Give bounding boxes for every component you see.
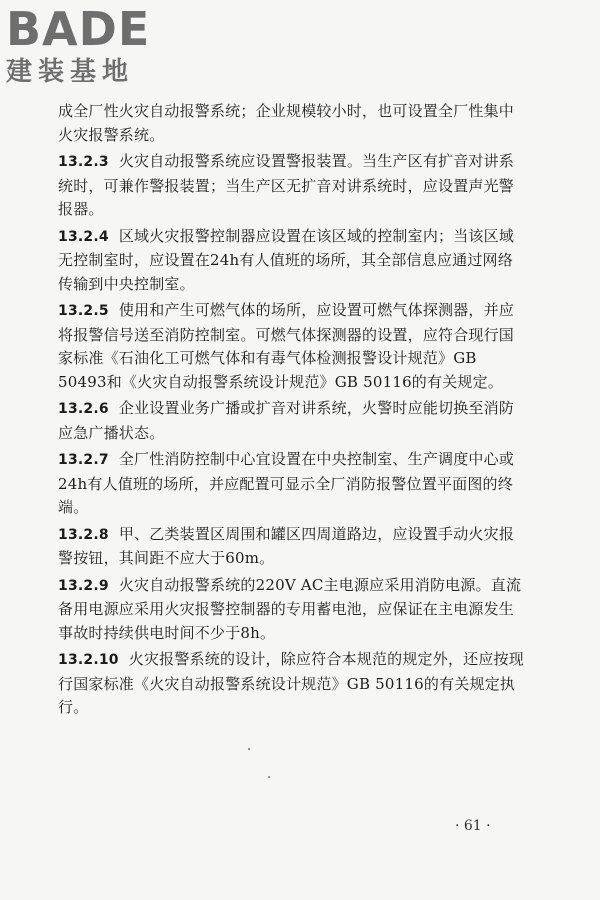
clause-text: 甲、乙类装置区周围和罐区四周道路边，应设置手动火灾报警按钮，其间距不应大于60m。 <box>58 524 515 567</box>
clause-13-2-6 <box>58 397 528 445</box>
clause-text: 企业设置业务广播或扩音对讲系统，火警时应能切换至消防应急广播状态。 <box>58 399 515 442</box>
clause-number: 13.2.10 <box>58 652 119 668</box>
clause-13-2-4 <box>58 225 528 297</box>
clause-number: 13.2.8 <box>58 526 109 543</box>
clause-number: 13.2.6 <box>58 401 109 417</box>
clause-text: 区域火灾报警控制器应设置在该区域的控制室内；当该区域无控制室时，应设置在24h有人值班的场所，其全部信息应通过网络传输到中央控制室。 <box>58 226 515 293</box>
clause-number: 13.2.5 <box>58 303 109 319</box>
intro-paragraph: 成全厂性火灾自动报警系统；企业规模较小时，也可设置全厂性集中火灾报警系统。 <box>58 102 515 144</box>
document-body <box>58 100 528 723</box>
clause-13-2-5 <box>58 299 528 394</box>
clause-13-2-3 <box>58 150 528 222</box>
clause-13-2-9 <box>58 574 528 646</box>
clause-number: 13.2.9 <box>58 577 109 594</box>
clause-13-2-7 <box>58 448 528 520</box>
clause-number: 13.2.4 <box>58 228 109 245</box>
clause-text: 火灾报警系统的设计，除应符合本规范的规定外，还应按现行国家标准《火灾自动报警系统设计规范》GB 50116的有关规定执行。 <box>58 650 524 716</box>
clause-13-2-8 <box>58 523 528 571</box>
clause-text: 使用和产生可燃气体的场所，应设置可燃气体探测器，并应将报警信号送至消防控制室。可燃气体探测器的设置，应符合现行国家标准《石油化工可燃气体和有毒气体检测报警设计规范》GB 50493和《火灾自动报警系统设计规范》GB 50116的有关规定。 <box>58 301 515 391</box>
clause-text: 火灾自动报警系统应设置警报装置。当生产区有扩音对讲系统时，可兼作警报装置；当生产区无扩音对讲系统时，应设置声光警报器。 <box>58 152 515 218</box>
page-number: · 61 · <box>455 818 491 834</box>
clause-13-2-10 <box>58 648 528 720</box>
clause-text: 火灾自动报警系统的220V AC主电源应采用消防电源。直流备用电源应采用火灾报警控制器的专用蓄电池，应保证在主电源发生事故时持续供电时间不少于8h。 <box>58 575 522 642</box>
clause-text: 全厂性消防控制中心宜设置在中央控制室、生产调度中心或24h有人值班的场所，并应配置可显示全厂消防报警位置平面图的终端。 <box>58 450 515 516</box>
clause-number: 13.2.7 <box>58 452 109 468</box>
clause-number: 13.2.3 <box>58 154 109 170</box>
scan-speck <box>248 748 250 750</box>
logo-subtitle: 建装基地 <box>6 57 135 87</box>
scan-speck <box>268 776 270 778</box>
logo-brand-text: BADE <box>6 2 151 56</box>
brand-logo <box>6 4 196 94</box>
